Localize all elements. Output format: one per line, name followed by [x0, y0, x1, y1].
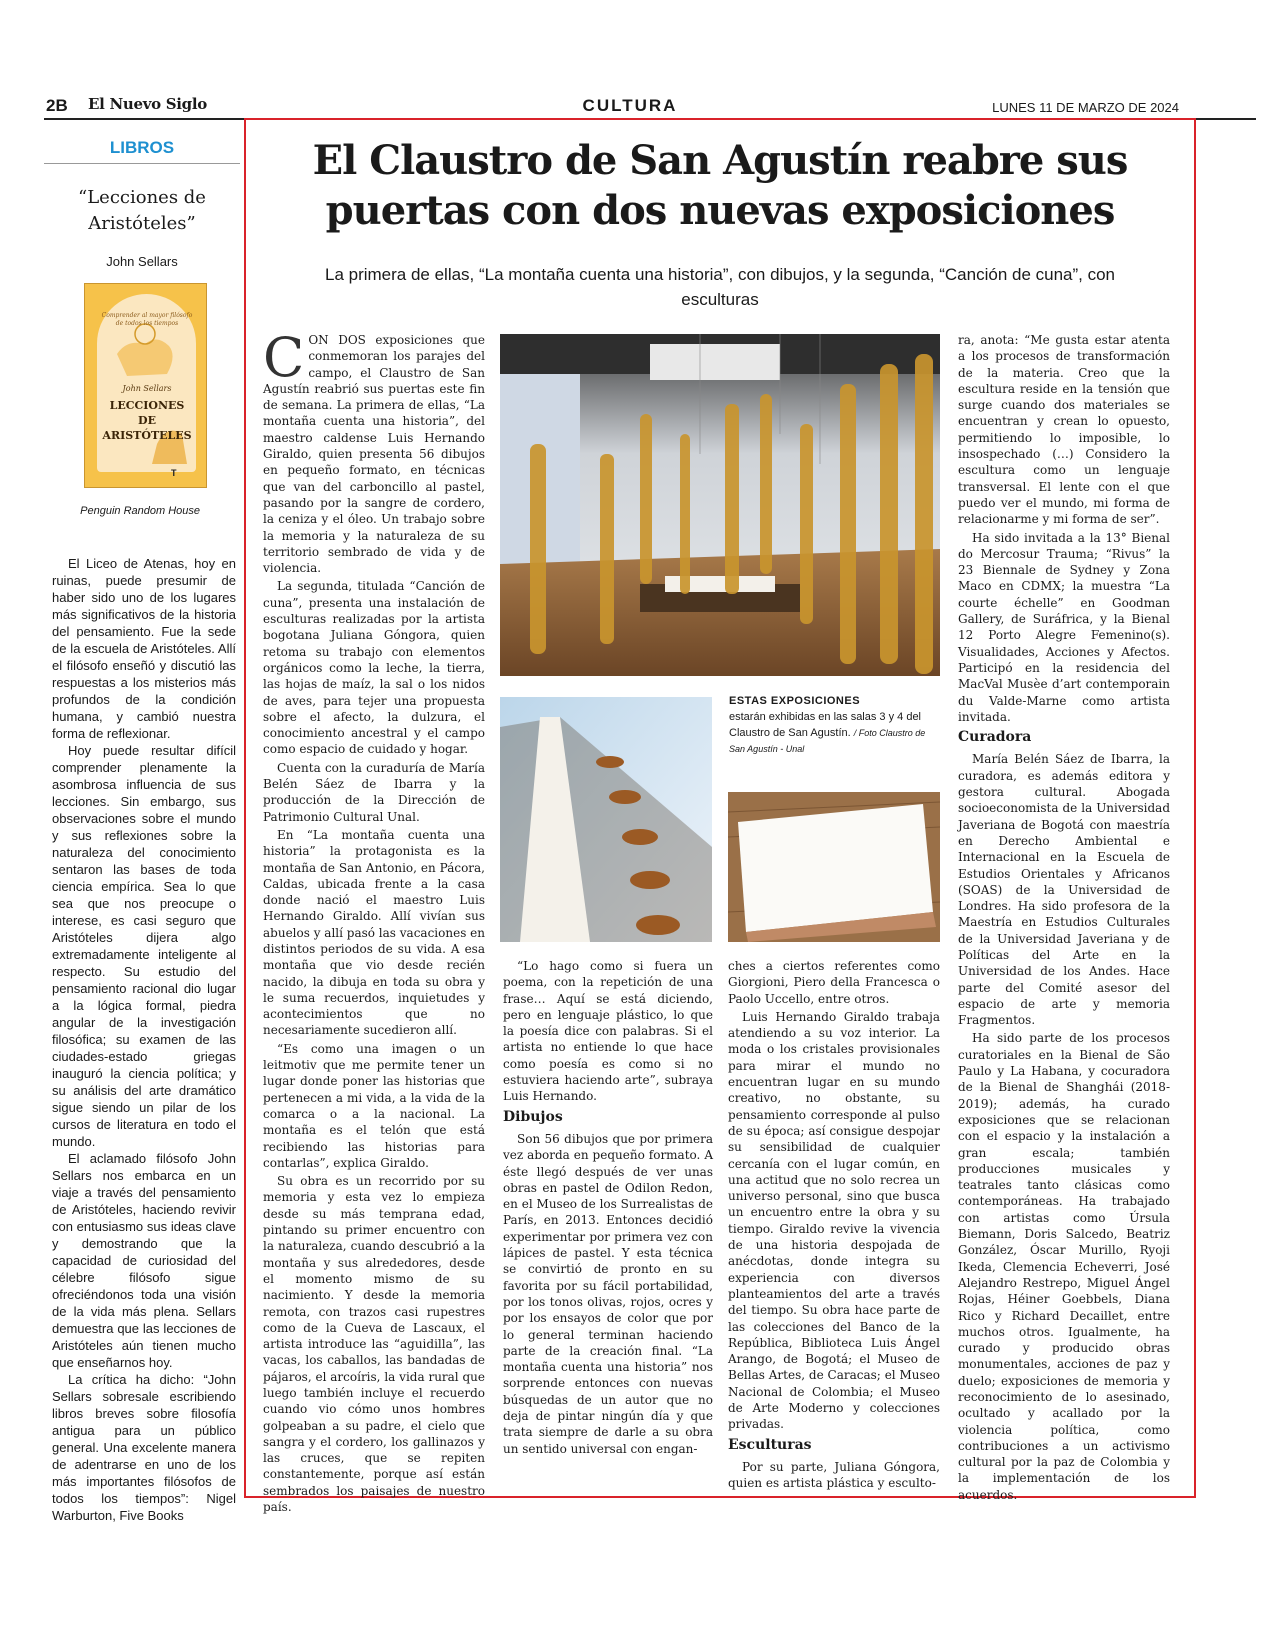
subheading-esculturas: Esculturas	[728, 1436, 812, 1453]
article-headline: El Claustro de San Agustín reabre sus puertas con dos nuevas exposiciones	[312, 137, 1128, 234]
quote-paragraph: “Lo hago como si fuera un poema, con la repetición de una frase… Aquí se está diciendo, pero en lenguaje plástico, lo que la poesía dice con palabras. Si el artista no entiende lo que hace como poesía es como si no estuviera haciendo arte”, subraya Luis Hernando.	[503, 959, 713, 1104]
sidebar-paragraph: El aclamado filósofo John Sellars nos embarca en un viaje a través del pensamiento de Aristóteles, haciendo revivir con entusiasmo sus ideas clave y demostrando que la capacidad de curiosidad del célebre filósofo sigue ofreciéndonos toda una visión de la vida más plena. Sellars demuestra que las lecciones de Aristóteles aún tienen mucho que enseñarnos hoy.	[52, 1151, 236, 1370]
spoons-image	[500, 697, 712, 942]
lead-text: ON DOS exposiciones que conmemoran los parajes del campo, el Claustro de San Agustín reabrió sus puertas este fin de semana. La primera de ellas, “La montaña cuenta una historia”, del maestro caldense Luis Hernando Giraldo, quien presenta 56 dibujos en pequeño formato, en técnicas que van del carboncillo al pastel, pasando por la sangre de cordero, la ceniza y el óleo. Un trabajo sobre la memoria y la naturaleza de su territorio sembrado de vida y de violencia.	[263, 333, 485, 576]
subheading-dibujos: Dibujos	[503, 1108, 563, 1125]
photo-caption	[729, 693, 939, 757]
book-author: John Sellars	[106, 254, 178, 269]
body-paragraph: “Es como una imagen o un leitmotiv que me permite tener un lugar donde poner las historias que pertenecen a mi vida, a la vida de la comarca o a la nacional. La montaña es el telón que está recibiendo las historias para contarlas”, explica Giraldo.	[263, 1041, 485, 1170]
sidebar-category: LIBROS	[109, 138, 175, 157]
spoons-sculpture-photo	[500, 697, 712, 942]
cover-title: LECCIONES DE ARISTÓTELES	[102, 399, 192, 442]
photo-credit: / Foto Claustro de San Agustín - Unal	[729, 728, 926, 754]
article-column-3	[728, 958, 940, 1494]
body-paragraph: María Belén Sáez de Ibarra, la curadora, es además editora y gestora cultural. Abogada socioeconomista de la Universidad Javeriana de Bogotá con maestría en Derecho Ambiental e Internacional en la Escuela de Estudios Orientales y Africanos (SOAS) de la Universidad de Londres. Ha sido profesora de la Maestría en Estudios Culturales de la Universidad Javeriana y de Políticas del Arte en la Universidad de los Andes. Hace parte del Comité asesor del espacio de arte y memoria Fragmentos.	[958, 752, 1170, 1028]
body-paragraph: Por su parte, Juliana Góngora, quien es artista plástica y esculto-	[728, 1459, 940, 1491]
sidebar-paragraph: Hoy puede resultar difícil comprender plenamente la asombrosa influencia de sus lecciones. Sin embargo, sus observaciones sobre el mundo y sus reflexiones sobre la naturaleza del conocimiento sentaron las bases de toda ciencia empírica. Sea lo que sea que nos preocupe o interese, es casi seguro que Aristóteles dijera algo extremadamente inteligente al respecto. Su estudio del pensamiento racional dio lugar a la lógica formal, piedra angular de la investigación filosófica; su examen de las ciudades-estado griegas inauguró la ciencia política; y su análisis del arte dramático sigue siendo un pilar de los cursos de literatura en todo el mundo.	[52, 743, 236, 1149]
cover-subtitle: Comprender al mayor filósofo de todos los tiempos	[101, 312, 193, 327]
lead-paragraph	[263, 326, 485, 576]
body-paragraph: En “La montaña cuenta una historia” la protagonista es la montaña de San Antonio, en Pácora, Caldas, ubicada frente a la casa donde nació el maestro Luis Hernando Giraldo. Allí vivían sus abuelos y allí pasó las vacaciones en distintos periodos de su vida. A esa montaña que vio desde recién nacido, la dibuja en toda su obra y le suma recuerdos, inquietudes y acontecimientos que no necesariamente sucedieron allí.	[263, 827, 485, 1038]
book-title: “Lecciones de Aristóteles”	[78, 187, 206, 234]
cover-publisher-mark: T	[171, 468, 177, 478]
book-cover-image	[84, 283, 207, 488]
body-paragraph: ches a ciertos referentes como Giorgioni, Piero della Francesca o Paolo Uccello, entre otros.	[728, 959, 940, 1006]
body-paragraph: Ha sido parte de los procesos curatoriales en la Bienal de São Paulo y La Habana, y cocuradora de la Bienal de Shanghái (2018-2019); además, ha curado exposiciones que se relacionan con el espacio y la instalación a gran escala; también producciones musicales y teatrales tanto clásicas como contemporáneas. Ha trabajado con artistas como Úrsula Biemann, Doris Salcedo, Beatriz González, Óscar Murillo, Ryoji Ikeda, Clemencia Echeverri, José Alejandro Restrepo, Miguel Ángel Rojas, Héiner Goebbels, Diana Rico y Richard Decaillet, entre muchos otros. Igualmente, ha curado y producido obras monumentales, acciones de paz y duelo; exposiciones de memoria y reconocimiento de lo asesinado, ocultado y acallado por la violencia política, como contribuciones a un activismo cultural por la paz de Colombia y la implementación de los acuerdos.	[958, 1031, 1170, 1502]
body-paragraph: Ha sido invitada a la 13° Bienal do Mercosur Trauma; “Rivus” la 23 Biennale de Sydney y Zona Maco en CDMX; la muestra “La courte échelle” en Goodman Gallery, de Suráfrica, y la Bienal 12 Porto Alegre Femenino(s). Visualidades, Acciones y Afectos. Participó en la residencia del MacVal Musèe d’art contemporain du Valde-Marne como artista invitada.	[958, 530, 1170, 724]
caption-lead: ESTAS EXPOSICIONES	[729, 695, 861, 707]
drop-cap: C	[263, 326, 305, 389]
section-name: CULTURA	[582, 96, 678, 115]
body-paragraph: Su obra es un recorrido por su memoria y esta vez lo empieza desde su más temprana edad, pintando su primer encuentro con la naturaleza, cuando descubrió a la montaña y sus alrededores, desde el momento mismo de su nacimiento. Y desde la memoria remota, con trazos casi rupestres como de la Cueva de Lascaux, el artista introduce las “aguidilla”, las vacas, los caballos, las bandadas de pájaros, el arcoíris, la vida rural que luego también incluye el recuerdo cuando vio cómo unos hombres golpeaban a su padre, el cielo que sangra y el cordero, los gallinazos y las cruces, que se repiten constantemente, porque así están sembrados los paisajes de nuestro país.	[263, 1174, 485, 1515]
article-column-2	[503, 958, 713, 1459]
article-column-1	[263, 326, 485, 1517]
cover-author: John Sellars	[122, 384, 172, 393]
body-paragraph: Luis Hernando Giraldo trabaja atendiendo a su voz interior. La moda o los cristales provisionales para mirar el mundo no encuentran lugar en su mundo creativo, no obstante, su pensamiento corresponde al pulso de su época; así consigue despojar su sensibilidad de cualquier cercanía con el lugar común, en una actitud que no solo recrea un universo personal, sino que busca un encuentro entre la obra y su tiempo. Giraldo revive la vivencia de una historia despojada de anécdotas, donde integra su experiencia con diversos planteamientos del arte a través del tiempo. Su obra hace parte de las colecciones del Banco de la República, Biblioteca Luis Ángel Arango, de Bogotá; el Museo de Bellas Artes, de Caracas; el Museo Nacional de Colombia; el Museo de Arte Moderno y colecciones privadas.	[728, 1009, 940, 1432]
subheading-curadora: Curadora	[958, 729, 1032, 746]
sidebar-paragraph: La crítica ha dicho: “John Sellars sobresale escribiendo libros breves sobre filosofía antigua para un público general. Una excelente manera de adentrarse en uno de los más importantes filósofos de todos los tiempos”: Nigel Warburton, Five Books	[52, 1372, 236, 1523]
sidebar-body	[52, 555, 236, 1524]
body-paragraph: Son 56 dibujos que por primera vez aborda en pequeño formato. A éste llegó después de ver unas obras en pastel de Odilon Redon, en el Museo de los Surrealistas de París, en 2013. Entonces decidió experimentar por primera vez con lápices de pastel. Y esta técnica se convirtió de pronto en su favorita por su fácil portabilidad, por los tonos olivas, rojos, ocres y por los ensayos de color que por lo general terminan haciendo parte de la creación final. “La montaña cuenta una historia” nos sorprende entonces con nuevas búsquedas de un autor que no deja de pintar ningún día y que trata siempre de darle a su obra un sentido universal con engan-	[503, 1131, 713, 1456]
body-paragraph: La segunda, titulada “Canción de cuna”, presenta una instalación de esculturas realizadas por la artista bogotana Juliana Góngora, quien retoma su trabajo con elementos orgánicos como la leche, la tierra, las hojas de maíz, la sal o los nidos de aves, para tejer una propuesta sobre el afecto, la dulzura, el conocimiento ancestral y el campo como espacio de cuidado y hogar.	[263, 579, 485, 757]
body-paragraph: ra, anota: “Me gusta estar atenta a los procesos de transformación de la materia. Creo que la escultura reside en la tensión que surge cuando dos materiales se encuentran y crean lo opuesto, permitiendo lo imposible, lo insospechado (…) Considero la escultura como un lenguaje transversal. El lente con el que puedo ver el mundo, mi forma de relacionarme y mi forma de ser”.	[958, 333, 1170, 527]
newspaper-name: El Nuevo Siglo	[88, 95, 207, 113]
article-column-4	[958, 332, 1170, 1505]
body-paragraph: Cuenta con la curaduría de María Belén Sáez de Ibarra y la producción de la Dirección de Patrimonio Cultural Unal.	[263, 760, 485, 824]
salt-bed-sculpture-photo	[728, 792, 940, 942]
installation-image	[500, 334, 940, 676]
gallery-installation-photo	[500, 334, 940, 676]
issue-date: LUNES 11 DE MARZO DE 2024	[992, 100, 1179, 115]
caption-text: estarán exhibidas en las salas 3 y 4 del Claustro de San Agustín.	[729, 711, 922, 739]
salt-bed-image	[728, 792, 940, 942]
book-publisher: Penguin Random House	[80, 505, 200, 517]
sidebar-rule	[44, 163, 240, 164]
page-number: 2B	[46, 96, 68, 115]
sidebar-paragraph: El Liceo de Atenas, hoy en ruinas, puede presumir de haber sido uno de los lugares más significativos de la historia del pensamiento. Fue la sede de la escuela de Aristóteles. Allí el filósofo enseñó y discutió las respuestas a los misterios más profundos de la condición humana, y cambió nuestra forma de reflexionar.	[52, 556, 236, 741]
article-subheadline: La primera de ellas, “La montaña cuenta una historia”, con dibujos, y la segunda, “Canción de cuna”, con esculturas	[324, 265, 1116, 309]
